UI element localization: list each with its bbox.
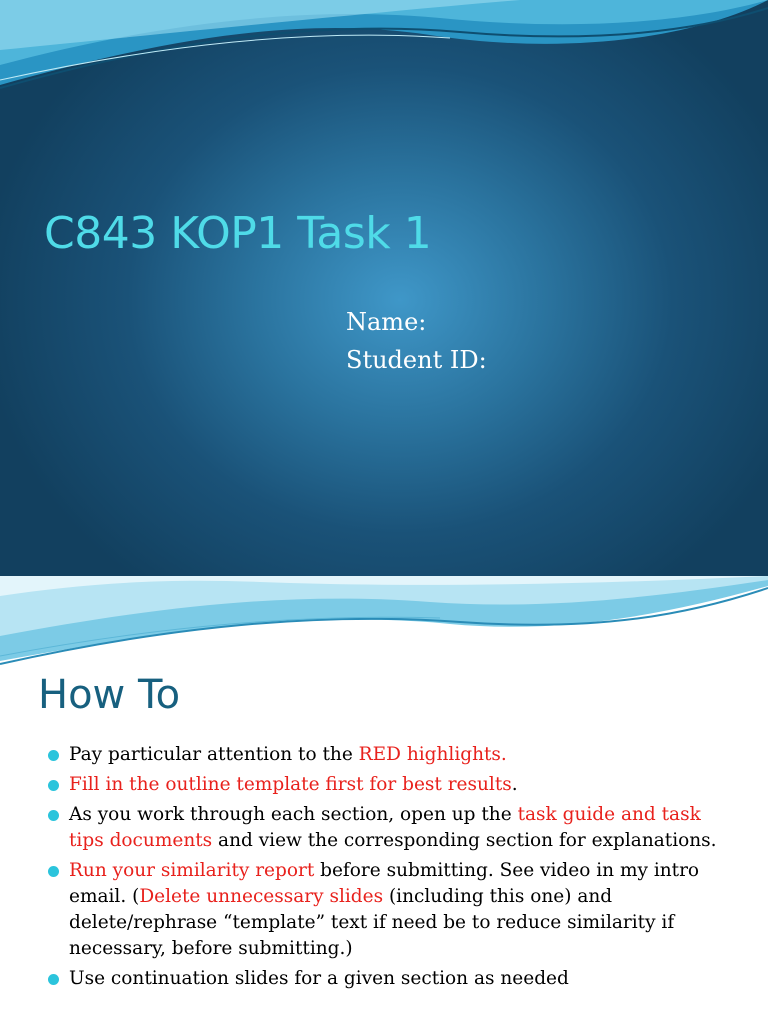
bullet-item [46, 966, 726, 992]
student-id-label: Student ID: [346, 346, 487, 374]
bullet-item [46, 802, 726, 854]
top-wave-decoration [0, 576, 768, 671]
slide-title: C843 KOP1 Task 1 [44, 208, 432, 259]
bullet-text: Use continuation slides for a given section as needed [69, 968, 569, 989]
highlighted-text: Run your similarity report [69, 860, 315, 881]
bullet-text: . [511, 774, 518, 795]
bullet-item [46, 772, 726, 798]
highlighted-text: RED highlights. [358, 744, 507, 765]
highlighted-text: Fill in the outline template first for best results [69, 774, 512, 795]
bullet-item [46, 742, 726, 768]
top-wave-decoration [0, 0, 768, 100]
bullet-text: before submitting. See video in my intro email. ( [69, 860, 700, 907]
bullet-dot-icon [48, 810, 59, 821]
highlighted-text: Delete unnecessary slides [139, 886, 384, 907]
bullet-text: and view the corresponding section for explanations. [212, 830, 717, 851]
name-label: Name: [346, 308, 427, 336]
bullet-text: As you work through each section, open up the [69, 804, 518, 825]
bullet-dot-icon [48, 750, 59, 761]
bullet-dot-icon [48, 866, 59, 877]
bullet-list [46, 742, 726, 996]
bullet-text: Pay particular attention to the [69, 744, 359, 765]
bullet-item [46, 858, 726, 962]
how-to-slide [0, 576, 768, 1024]
bullet-dot-icon [48, 974, 59, 985]
highlighted-text: task guide and task tips documents [69, 804, 701, 851]
bullet-text: (including this one) and delete/rephrase “template” text if need be to reduce similarity if necessary, before submitting.) [69, 886, 675, 959]
bullet-dot-icon [48, 780, 59, 791]
slide-title: How To [38, 672, 181, 718]
